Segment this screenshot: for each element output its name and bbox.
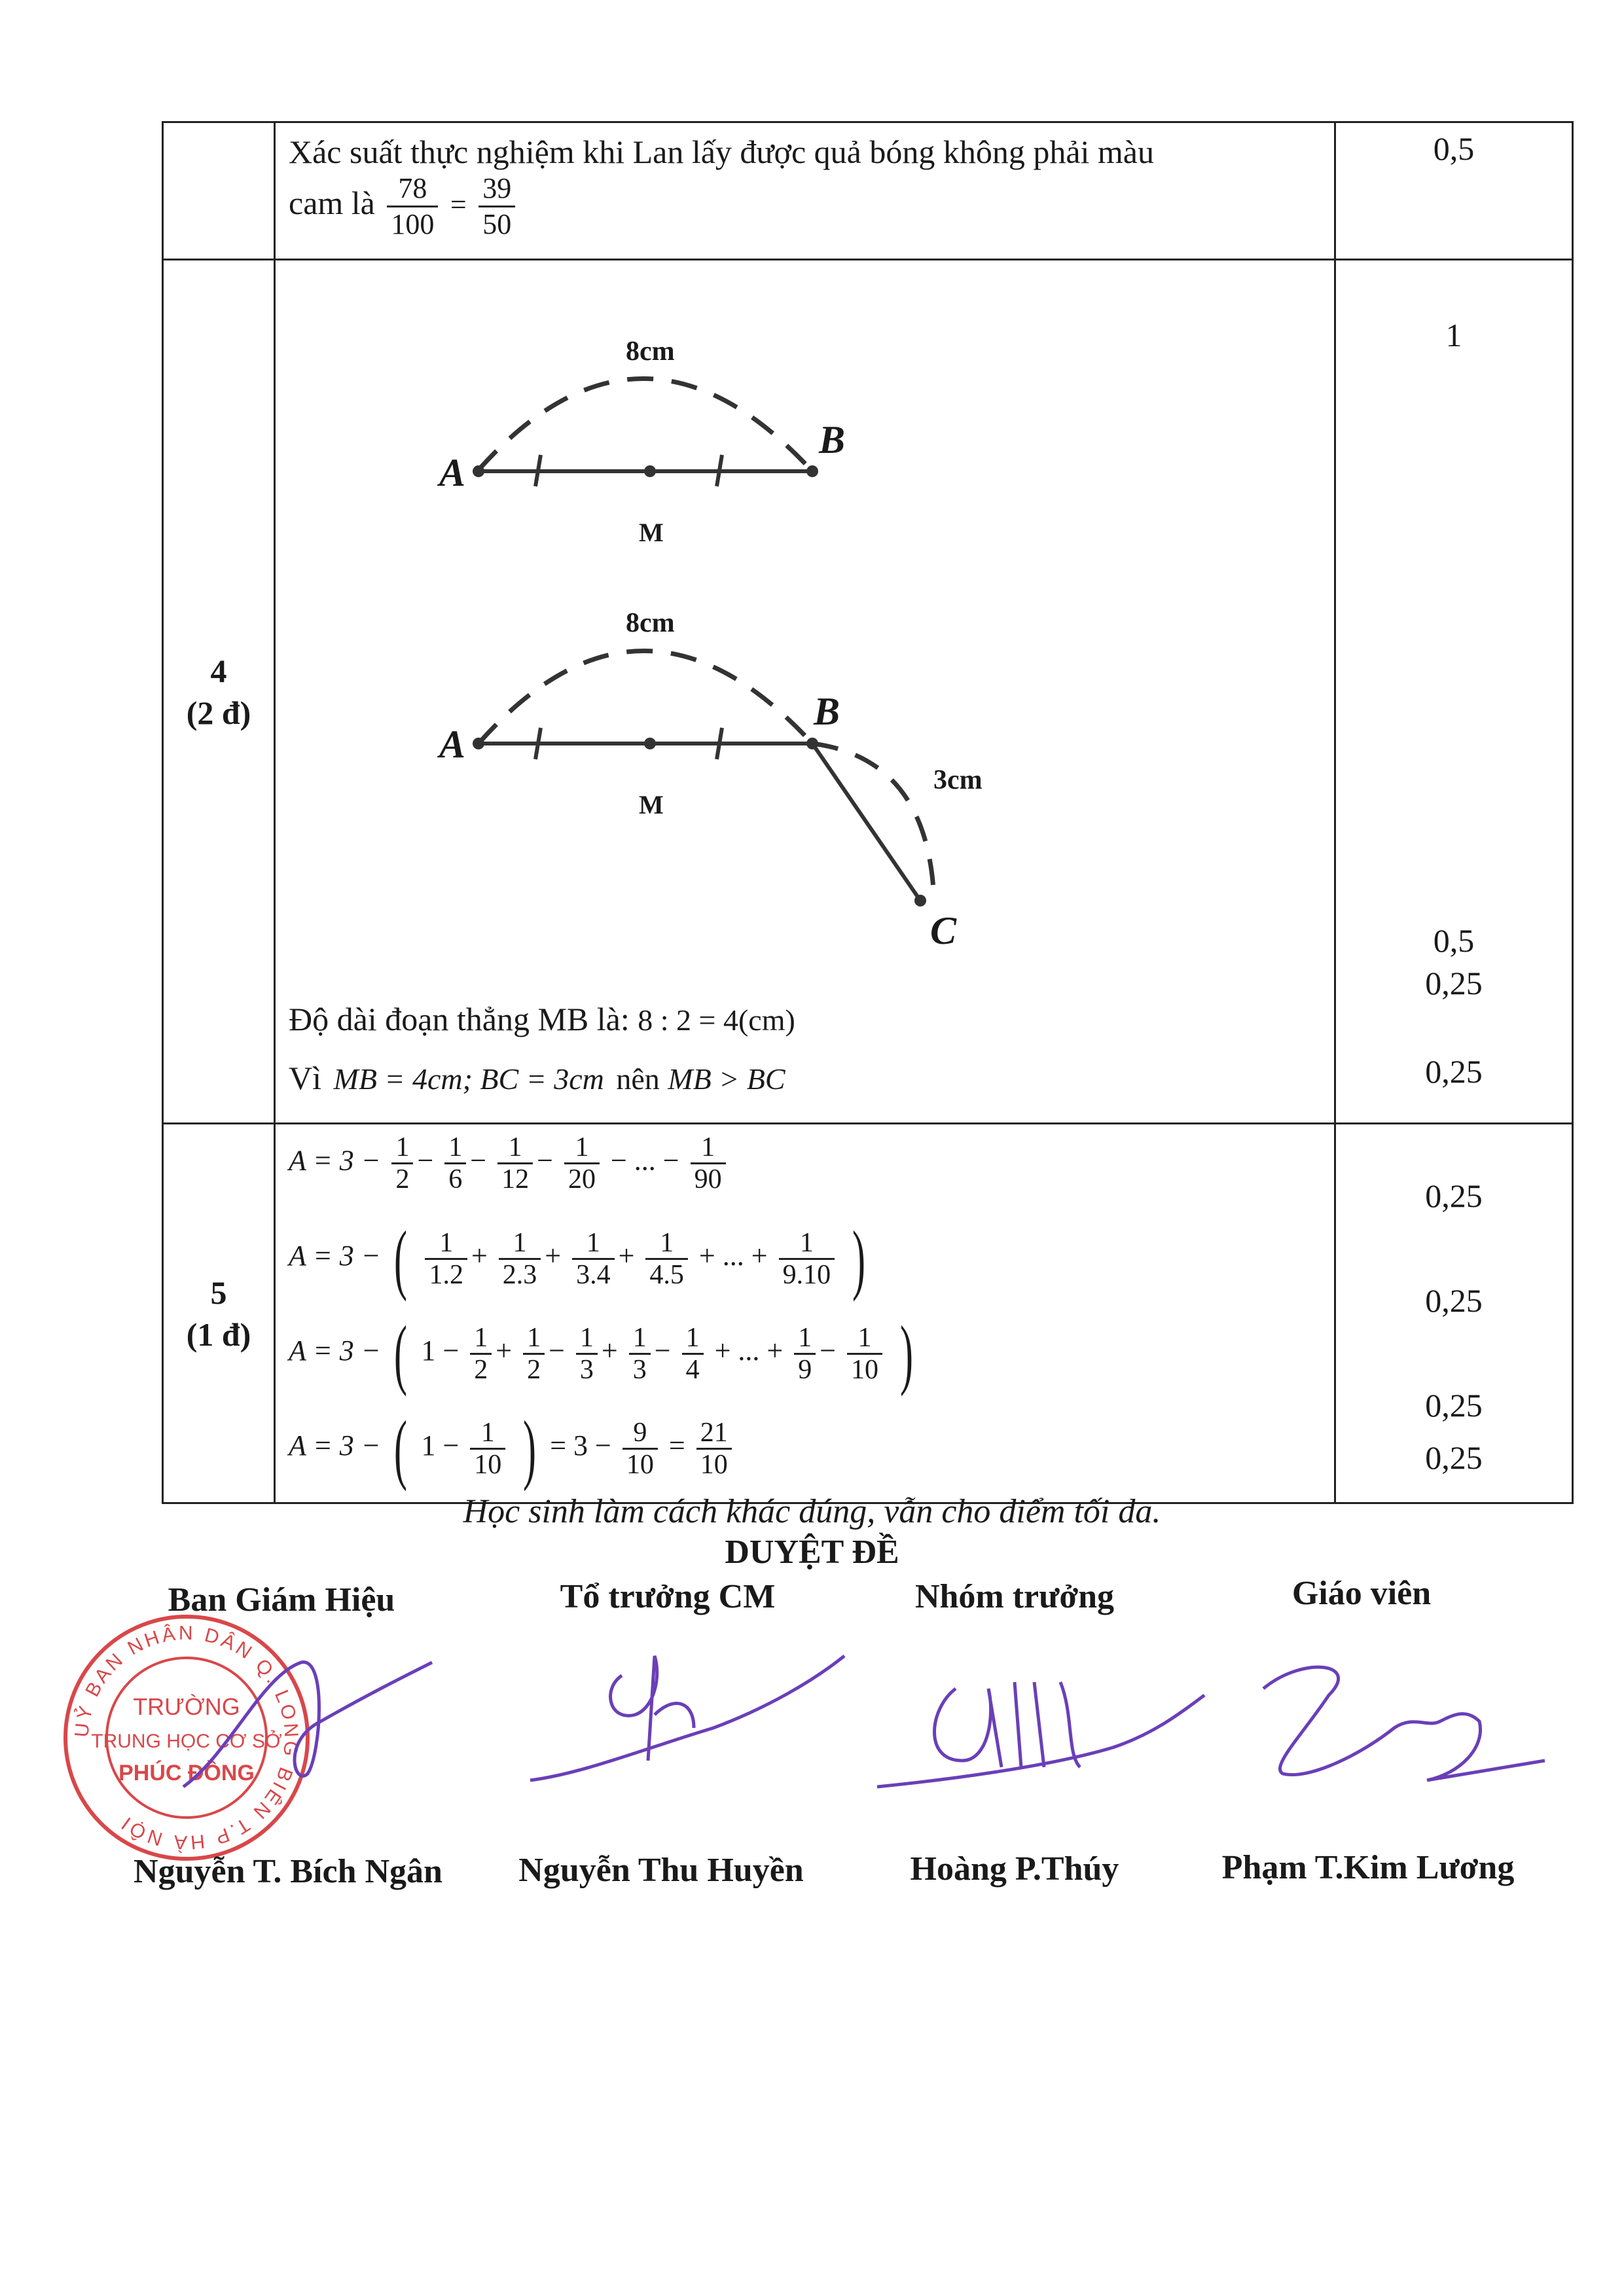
point-a-2 (473, 738, 484, 749)
point-c (914, 895, 926, 906)
score-value: 0,25 (1425, 1439, 1483, 1476)
signer-principal: Nguyễn T. Bích Ngân (134, 1853, 442, 1890)
label-point-m-1: M (639, 518, 664, 547)
svg-text:PHÚC ĐỒNG: PHÚC ĐỒNG (118, 1761, 255, 1785)
label-point-m-2: M (639, 790, 664, 819)
svg-text:TRUNG HỌC CƠ SỞ: TRUNG HỌC CƠ SỞ (91, 1731, 282, 1752)
table-row-probability (163, 122, 1573, 260)
score-value: 0,5 (1433, 922, 1475, 959)
label-3cm: 3cm (933, 765, 983, 795)
label-point-a-1: A (439, 451, 466, 494)
mb-length-math: 8 : 2 = 4(cm) (638, 1003, 795, 1037)
role-principal: Ban Giám Hiệu (168, 1581, 395, 1619)
comparison-line: Vì MB = 4cm; BC = 3cm nên MB > BC (289, 1060, 785, 1096)
score-value: 0,25 (1425, 1177, 1483, 1214)
probability-text-line1: Xác suất thực nghiệm khi Lan lấy được quả bóng không phải màu (289, 134, 1154, 170)
probability-text-prefix: cam là (289, 184, 375, 221)
label-8cm-1: 8cm (626, 336, 675, 367)
question-number: 4 (210, 652, 227, 689)
role-department-head: Tổ trưởng CM (560, 1578, 776, 1615)
question-number-cell (163, 260, 275, 1124)
score-value: 0,25 (1425, 965, 1483, 1001)
score-cell (1335, 1124, 1573, 1503)
role-group-leader: Nhóm trưởng (914, 1578, 1115, 1615)
tick-mb-1 (717, 455, 722, 486)
score-cell (1335, 122, 1573, 260)
tick-am-1 (535, 455, 541, 486)
point-b-1 (806, 465, 818, 477)
dashed-arc-ab-2 (478, 651, 812, 744)
point-a-1 (473, 465, 484, 477)
question-number-cell (163, 122, 275, 260)
signature-teacher (1231, 1617, 1597, 1826)
fraction-78-100: $\frac{78}{100}$ (387, 171, 438, 242)
table-row-question-5 (163, 1124, 1573, 1503)
question-points: (2 đ) (186, 694, 251, 731)
signature-department-head (517, 1617, 884, 1826)
comparison-math-2: MB > BC (668, 1062, 785, 1096)
score-value: 0,25 (1425, 1053, 1483, 1090)
approval-heading: DUYỆT ĐỀ (725, 1534, 899, 1571)
point-b-2 (806, 738, 818, 749)
svg-text:TRƯỜNG: TRƯỜNG (133, 1693, 240, 1720)
segment-bc (812, 744, 920, 901)
label-point-b-2: B (814, 690, 840, 733)
tick-mb-2 (717, 728, 722, 759)
table-row-question-4 (163, 260, 1573, 1124)
score-value: 1 (1445, 317, 1462, 353)
question-points: (1 đ) (186, 1316, 251, 1353)
point-m-2 (644, 738, 656, 749)
signature-group-leader (864, 1617, 1231, 1826)
label-8cm-2: 8cm (626, 608, 675, 638)
score-value: 0,25 (1425, 1387, 1483, 1424)
question-number-cell (163, 1124, 275, 1503)
dashed-arc-bc (812, 744, 933, 889)
svg-text:UỶ BAN NHÂN DÂN Q. LONG BIÊN T: UỶ BAN NHÂN DÂN Q. LONG BIÊN T.P HÀ NỘI (71, 1622, 302, 1854)
role-teacher: Giáo viên (1291, 1575, 1432, 1612)
grading-note: Học sinh làm cách khác đúng, vẫn cho điểm tối đa. (463, 1493, 1161, 1530)
score-value: 0,25 (1425, 1282, 1483, 1319)
signer-teacher: Phạm T.Kim Lương (1221, 1849, 1515, 1886)
segment-figures (276, 260, 1349, 954)
comparison-math-1: MB = 4cm; BC = 3cm (333, 1062, 604, 1096)
fraction-39-50: $\frac{39}{50}$ (478, 171, 515, 242)
answer-cell (275, 260, 1335, 1124)
equation-line-3: A = 3 − ( 1 − $\frac{1}{2}$ + $\frac{1}{2}$ − $\frac{1}{3}$ + $\frac{1}{3}$ − $\frac{1}{4}$ + ... + $\frac{1}{9}$ − $\frac{1}{10}$ ) (289, 1310, 914, 1397)
answer-cell (275, 1124, 1335, 1503)
equation-line-4: A = 3 − ( 1 − $\frac{1}{10}$ ) = 3 − $\frac{9}{10}$ = $\frac{21}{10}$ (289, 1409, 736, 1488)
signer-department-head: Nguyễn Thu Huyền (518, 1852, 804, 1889)
tick-am-2 (535, 728, 541, 759)
label-point-a-2: A (439, 723, 466, 766)
equation-line-1: A = 3 − $\frac{1}{2}$ − $\frac{1}{6}$ − $\frac{1}{12}$ − $\frac{1}{20}$ − ... − $\frac{1}{90}$ (289, 1132, 730, 1194)
signature-principal (151, 1623, 517, 1833)
label-point-b-1: B (819, 418, 846, 461)
point-m-1 (644, 465, 656, 477)
signer-group-leader: Hoàng P.Thúy (910, 1850, 1119, 1888)
dashed-arc-ab-1 (478, 378, 812, 471)
question-number: 5 (210, 1274, 227, 1311)
score-value: 0,5 (1433, 130, 1475, 167)
mb-length-line (289, 997, 795, 1043)
answer-cell: Xác suất thực nghiệm khi Lan lấy được quả bóng không phải màu cam là $\frac{78}{100}$ = $\frac{39}{50}$ (275, 122, 1335, 260)
label-point-c: C (930, 909, 957, 952)
equation-line-2: A = 3 − ( $\frac{1}{1.2}$ + $\frac{1}{2.3}$ + $\frac{1}{3.4}$ + $\frac{1}{4.5}$ + ... + $\frac{1}{9.10}$ ) (289, 1215, 866, 1302)
answer-table (162, 121, 1574, 1504)
mb-length-text: Độ dài đoạn thẳng MB là: (289, 1001, 630, 1037)
score-cell (1335, 260, 1573, 1124)
